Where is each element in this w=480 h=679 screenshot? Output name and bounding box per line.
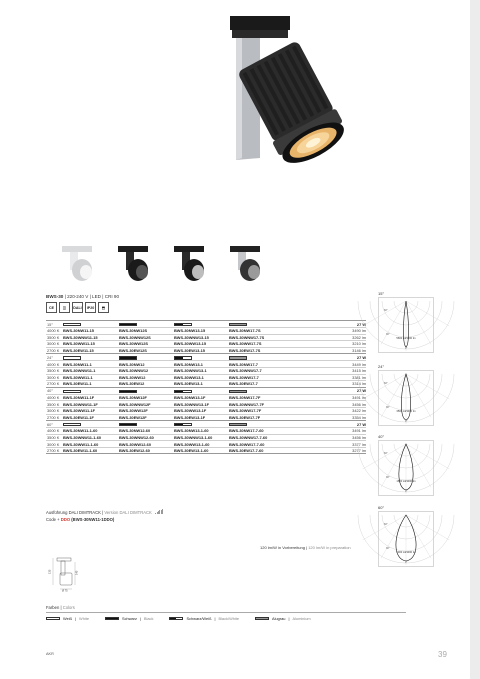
ce-mark-icon: CE xyxy=(46,302,57,313)
polar-plot xyxy=(378,440,434,496)
code-black-white: BWS-30EW13-1F xyxy=(174,414,206,420)
polar-diagram xyxy=(378,364,434,431)
option-code: DDO xyxy=(60,517,71,522)
code-black-white: BWS-30WW13-1F xyxy=(174,408,207,414)
code-white: BWS-30NW11-1-60 xyxy=(63,428,98,434)
code-aluminium: BWS-30EW17-7F xyxy=(229,414,261,420)
product-title: BWS-30 | 220-240 V | LED | CRI 90 xyxy=(46,294,120,299)
luminous-flux: 3146 lm xyxy=(352,348,366,354)
color-swatch xyxy=(229,323,247,326)
code-white: BWS-30WNW11-1 xyxy=(63,368,96,374)
code-aluminium: BWS-30EW17-7-60 xyxy=(229,447,264,453)
color-swatch xyxy=(119,390,137,393)
code-aluminium: BWS-30WW17-7-60 xyxy=(229,441,265,447)
luminous-flux: 3210 lm xyxy=(352,341,366,347)
luminous-flux: 3415 lm xyxy=(352,368,366,374)
polar-angle-tick: 0° xyxy=(405,347,408,350)
color-temperature: 3500 K xyxy=(47,401,60,407)
table-row xyxy=(46,447,366,454)
code-aluminium: BWS-30EW17-7S xyxy=(229,348,261,354)
code-black: BWS-30WW12S xyxy=(119,341,148,347)
code-white: BWS-30EW11-1 xyxy=(63,381,92,387)
luminous-flux: 3277 lm xyxy=(352,447,366,453)
table-row xyxy=(46,407,366,414)
table-row xyxy=(46,347,366,354)
class-mark-icon: ◫ xyxy=(59,302,70,313)
page-edge-strip xyxy=(470,0,480,679)
code-aluminium: BWS-30WNW17-7S xyxy=(229,334,265,340)
color-swatch xyxy=(63,390,81,393)
ip20-mark-icon: IP20 xyxy=(85,302,96,313)
color-temperature: 3000 K xyxy=(47,441,60,447)
code-black-white: BWS-30WW13-15 xyxy=(174,341,206,347)
peak-intensity-label: 1000 cd/1000 lm xyxy=(396,551,416,554)
table-row xyxy=(46,367,366,374)
color-temperature: 3000 K xyxy=(47,341,60,347)
product-hero-image xyxy=(200,8,420,193)
color-temperature: 3000 K xyxy=(47,408,60,414)
color-aluminium-de: Alugrau xyxy=(272,616,286,621)
product-code-table xyxy=(46,320,366,454)
code-black-white: BWS-30WNW13-1F xyxy=(174,401,210,407)
color-black-en: Black xyxy=(143,616,154,621)
swatch-black xyxy=(105,617,119,620)
color-temperature: 3500 K xyxy=(47,334,60,340)
code-white: BWS-30WNW11-1F xyxy=(63,401,98,407)
thumbnail-white xyxy=(58,238,98,284)
polar-angle-title: 40° xyxy=(378,434,385,439)
polar-plot xyxy=(378,297,434,353)
code-white: BWS-30NW11-1F xyxy=(63,395,95,401)
polar-angle-tick: 60° xyxy=(384,452,388,455)
code-white: BWS-30WNW11-1-60 xyxy=(63,435,102,441)
code-black: BWS-30NW12 xyxy=(119,361,145,367)
color-aluminium: Alugrau | Aluminium xyxy=(255,616,311,621)
color-temperature: 3500 K xyxy=(47,435,60,441)
code-aluminium: BWS-30EW17-7 xyxy=(229,381,258,387)
polar-diagram xyxy=(378,505,434,572)
beam-angle-label: 60° xyxy=(47,421,53,427)
table-row xyxy=(46,327,366,334)
angle-band xyxy=(46,320,366,327)
color-temperature: 4000 K xyxy=(47,428,60,434)
code-black-white: BWS-30NW13-1-60 xyxy=(174,428,209,434)
colors-title-de: Farben xyxy=(46,605,60,610)
polar-angle-tick: 60° xyxy=(384,309,388,312)
code-black: BWS-30EW12S xyxy=(119,348,147,354)
code-white: BWS-30WNW11-15 xyxy=(63,334,98,340)
option-code-example: (BWS-30NW11-1DDO) xyxy=(71,517,115,522)
polar-diagram xyxy=(378,434,434,501)
polar-angle-tick: 30° xyxy=(386,333,390,336)
color-white-de: Weiß xyxy=(63,616,73,621)
peak-intensity-label: 5600 cd/1000 lm xyxy=(396,337,416,340)
polar-angle-tick: 60° xyxy=(384,523,388,526)
code-white: BWS-30WW11-1-60 xyxy=(63,441,99,447)
colors-divider xyxy=(46,612,406,613)
color-swatch xyxy=(229,356,247,359)
code-white: BWS-30WW11-1F xyxy=(63,408,95,414)
code-black-white: BWS-30EW13-1-60 xyxy=(174,447,209,453)
luminous-flux: 3381 lm xyxy=(352,374,366,380)
code-black: BWS-30WNW12-60 xyxy=(119,435,154,441)
color-temperature: 4000 K xyxy=(47,328,60,334)
beam-angle-label: 40° xyxy=(47,388,53,394)
code-white: BWS-30WW11-15 xyxy=(63,341,95,347)
code-aluminium: BWS-30NW17-7F xyxy=(229,395,261,401)
code-aluminium: BWS-30WW17-7 xyxy=(229,374,259,380)
wattage-label: 27 W xyxy=(356,388,366,394)
luminous-flux: 3491 lm xyxy=(352,428,366,434)
dim-diameter: Ø 75 xyxy=(62,589,68,593)
polar-angle-tick: 30° xyxy=(386,406,390,409)
color-temperature: 2700 K xyxy=(47,381,60,387)
wattage-label: 27 W xyxy=(356,321,366,327)
color-swatch xyxy=(63,356,81,359)
table-row xyxy=(46,334,366,341)
table-row xyxy=(46,394,366,401)
code-aluminium: BWS-30WW17-7F xyxy=(229,408,262,414)
color-temperature: 2700 K xyxy=(47,447,60,453)
code-black: BWS-30NW12S xyxy=(119,328,148,334)
luminous-flux: 3456 lm xyxy=(352,435,366,441)
polar-angle-title: 60° xyxy=(378,505,385,510)
polar-angle-tick: 30° xyxy=(386,476,390,479)
color-swatch xyxy=(174,423,192,426)
table-row xyxy=(46,440,366,447)
color-white: Weiß | White xyxy=(46,616,89,621)
code-black-white: BWS-30NW13-15 xyxy=(174,328,206,334)
code-black: BWS-30WNW12 xyxy=(119,368,149,374)
polar-plot xyxy=(378,370,434,426)
color-swatch xyxy=(229,390,247,393)
color-black-de: Schwarz xyxy=(121,616,137,621)
code-white: BWS-30EW11-15 xyxy=(63,348,94,354)
code-black: BWS-30WW12 xyxy=(119,374,146,380)
color-black-white: Schwarz/Weiß | Black/White xyxy=(169,616,239,621)
code-black: BWS-30WNW12F xyxy=(119,401,151,407)
code-black-white: BWS-30NW13-1 xyxy=(174,361,203,367)
thumbnail-black xyxy=(114,238,154,284)
code-white: BWS-30NW11-1 xyxy=(63,361,92,367)
polar-angle-title: 24° xyxy=(378,364,385,369)
table-row xyxy=(46,360,366,367)
color-temperature: 3000 K xyxy=(47,374,60,380)
color-swatch xyxy=(119,423,137,426)
table-row xyxy=(46,374,366,381)
dali-mark-icon: DALI xyxy=(72,302,83,313)
product-name: BWS-30 xyxy=(46,294,64,299)
color-swatch xyxy=(174,390,192,393)
code-black-white: BWS-30WW13-1 xyxy=(174,374,204,380)
code-black-white: BWS-30WNW13-1-60 xyxy=(174,435,213,441)
code-black-white: BWS-30WNW13-1 xyxy=(174,368,207,374)
color-swatch xyxy=(229,423,247,426)
code-black: BWS-30EW12-60 xyxy=(119,447,150,453)
beam-angle-label: 15° xyxy=(47,321,53,327)
table-row xyxy=(46,340,366,347)
dimension-drawing xyxy=(48,556,78,592)
luminous-flux: 3377 lm xyxy=(352,441,366,447)
code-white: BWS-30EW11-1F xyxy=(63,414,94,420)
thumbnail-aluminium xyxy=(226,238,266,284)
swatch-aluminium xyxy=(255,617,269,620)
table-row xyxy=(46,434,366,441)
angle-band xyxy=(46,353,366,360)
swatch-black-white xyxy=(169,617,183,620)
page-number: 39 xyxy=(438,650,447,659)
color-swatch xyxy=(119,356,137,359)
color-swatch xyxy=(63,423,81,426)
table-row xyxy=(46,400,366,407)
polar-diagram xyxy=(378,291,434,358)
color-temperature: 3500 K xyxy=(47,368,60,374)
luminous-flux: 3262 lm xyxy=(352,334,366,340)
code-black: BWS-30NW12-60 xyxy=(119,428,151,434)
swatch-white xyxy=(46,617,60,620)
certification-marks xyxy=(46,302,109,313)
wattage-label: 27 W xyxy=(356,421,366,427)
preparation-note-en: 120 lm/W in preparation xyxy=(308,545,351,550)
color-swatch xyxy=(63,323,81,326)
luminous-flux: 3354 lm xyxy=(352,414,366,420)
polar-angle-tick: 0° xyxy=(405,490,408,493)
color-temperature: 2700 K xyxy=(47,414,60,420)
code-aluminium: BWS-30NW17-7-60 xyxy=(229,428,264,434)
color-swatch xyxy=(119,323,137,326)
code-black: BWS-30WW12F xyxy=(119,408,148,414)
polar-plot xyxy=(378,511,434,567)
luminous-flux: 3314 lm xyxy=(352,381,366,387)
beam-angle-label: 24° xyxy=(47,354,53,360)
product-specs: 220-240 V | LED | CRI 90 xyxy=(67,294,120,299)
polar-angle-tick: 0° xyxy=(405,561,408,564)
code-black: BWS-30WW12-60 xyxy=(119,441,151,447)
dim-width: 145 xyxy=(75,570,79,575)
polar-angle-tick: 30° xyxy=(386,547,390,550)
code-black-white: BWS-30EW13-15 xyxy=(174,348,205,354)
color-temperature: 4000 K xyxy=(47,361,60,367)
color-swatch xyxy=(174,356,192,359)
code-aluminium: BWS-30NW17-7 xyxy=(229,361,258,367)
code-aluminium: BWS-30WNW17-7 xyxy=(229,368,262,374)
code-white: BWS-30EW11-1-60 xyxy=(63,447,98,453)
color-temperature: 4000 K xyxy=(47,395,60,401)
preparation-note: 120 lm/W in Vorbereitung | 120 lm/W in preparation xyxy=(260,545,351,550)
color-white-en: White xyxy=(79,616,89,621)
luminous-flux: 3449 lm xyxy=(352,361,366,367)
code-aluminium: BWS-30WNW17-7F xyxy=(229,401,265,407)
angle-band xyxy=(46,420,366,427)
luminous-flux: 3491 lm xyxy=(352,395,366,401)
color-aluminium-en: Aluminium xyxy=(292,616,311,621)
table-row xyxy=(46,427,366,434)
code-white: BWS-30NW11-15 xyxy=(63,328,94,334)
table-row xyxy=(46,414,366,421)
luminous-flux: 3422 lm xyxy=(352,408,366,414)
table-row xyxy=(46,380,366,387)
driver-mark-icon: ⬒ xyxy=(98,302,109,313)
angle-band xyxy=(46,387,366,394)
polar-angle-title: 15° xyxy=(378,291,385,296)
option-code-prefix: Code + xyxy=(46,517,61,522)
color-swatch xyxy=(174,323,192,326)
thumbnail-black-white xyxy=(170,238,210,284)
colors-title: Farben | Colors xyxy=(46,605,75,610)
code-black-white: BWS-30NW13-1F xyxy=(174,395,206,401)
code-aluminium: BWS-30NW17-7S xyxy=(229,328,261,334)
code-aluminium: BWS-30WW17-7S xyxy=(229,341,262,347)
dim-height: 135 xyxy=(48,569,52,574)
wattage-label: 27 W xyxy=(356,354,366,360)
code-black: BWS-30EW12F xyxy=(119,414,147,420)
code-black-white: BWS-30WNW13-15 xyxy=(174,334,209,340)
code-black: BWS-30WNW12S xyxy=(119,334,151,340)
option-block: Ausführung DALI DIMTRACK | Version DALI DIMTRACK Code + DDO (BWS-30NW11-1DDO) xyxy=(46,509,164,522)
code-aluminium: BWS-30WNW17-7-60 xyxy=(229,435,268,441)
code-black-white: BWS-30EW13-1 xyxy=(174,381,203,387)
preparation-note-de: 120 lm/W in Vorbereitung xyxy=(260,545,305,550)
polar-angle-tick: 60° xyxy=(384,382,388,385)
color-black-white-en: Black/White xyxy=(218,616,240,621)
color-black-white-de: Schwarz/Weiß xyxy=(186,616,212,621)
dimming-bars-icon xyxy=(155,509,164,515)
option-title-en: Version DALI DIMTRACK xyxy=(104,510,152,515)
color-black: Schwarz | Black xyxy=(105,616,153,621)
peak-intensity-label: 1500 cd/1000 lm xyxy=(396,480,416,483)
polar-angle-tick: 0° xyxy=(405,420,408,423)
color-temperature: 2700 K xyxy=(47,348,60,354)
code-white: BWS-30WW11-1 xyxy=(63,374,93,380)
luminous-flux: 3456 lm xyxy=(352,401,366,407)
option-title: Ausführung DALI DIMTRACK xyxy=(46,510,101,515)
footer-code: AKR xyxy=(46,652,54,656)
code-black-white: BWS-30WW13-1-60 xyxy=(174,441,210,447)
colors-legend xyxy=(46,616,311,621)
luminous-flux: 3490 lm xyxy=(352,328,366,334)
colors-title-en: Colors xyxy=(62,605,75,610)
code-black: BWS-30NW12F xyxy=(119,395,147,401)
peak-intensity-label: 3500 cd/1000 lm xyxy=(396,410,416,413)
code-black: BWS-30EW12 xyxy=(119,381,145,387)
